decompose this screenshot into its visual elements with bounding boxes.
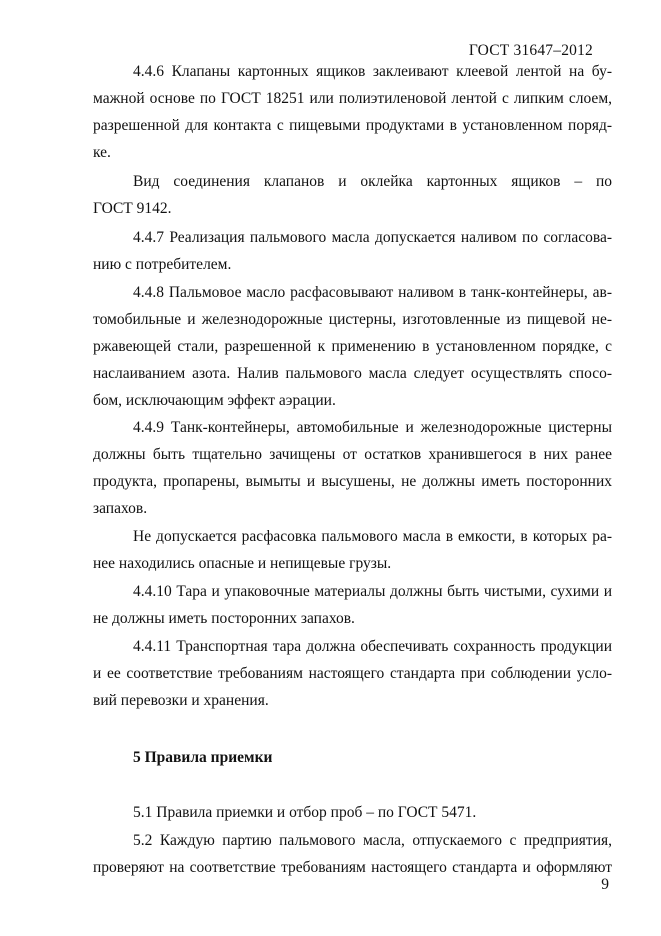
text-line: 4.4.8 Пальмовое масло расфасовывают наливом в танк-контейнеры, ав-	[133, 284, 612, 301]
text-line: должны быть тщательно зачищены от остатков хранившегося в них ранее	[93, 446, 612, 463]
text-line: 4.4.9 Танк-контейнеры, автомобильные и железнодорожные цистерны	[133, 419, 612, 436]
text-line: вий перевозки и хранения.	[93, 692, 269, 709]
text-line: и ее соответствие требованиям настоящего стандарта при соблюдении усло-	[93, 665, 612, 682]
text-line: нее находились опасные и непищевые грузы.	[93, 555, 392, 572]
text-line: 4.4.7 Реализация пальмового масла допускается наливом по согласова-	[133, 229, 612, 246]
section-heading: 5 Правила приемки	[133, 749, 273, 766]
text-line: томобильные и железнодорожные цистерны, изготовленные из пищевой не-	[93, 311, 612, 328]
text-line: наслаиванием азота. Налив пальмового масла следует осуществлять спосо-	[93, 365, 612, 382]
text-line: ржавеющей стали, разрешенной к применению в установленном порядке, с	[93, 338, 612, 355]
text-line: бом, исключающим эффект аэрации.	[93, 392, 336, 409]
text-line: 5.1 Правила приемки и отбор проб – по ГОСТ 5471.	[133, 804, 477, 821]
text-line: разрешенной для контакта с пищевыми продуктами в установленном поряд-	[93, 117, 612, 134]
document-header: ГОСТ 31647–2012	[468, 42, 593, 59]
text-line: 4.4.6 Клапаны картонных ящиков заклеивают клеевой лентой на бу-	[133, 63, 612, 80]
text-line: мажной основе по ГОСТ 18251 или полиэтиленовой лентой с липким слоем,	[93, 90, 612, 107]
text-line: 4.4.10 Тара и упаковочные материалы должны быть чистыми, сухими и	[133, 583, 612, 600]
text-line: ке.	[93, 144, 111, 161]
text-line: продукта, пропарены, вымыты и высушены, не должны иметь посторонних	[93, 473, 612, 490]
text-line: проверяют на соответствие требованиям настоящего стандарта и оформляют	[93, 859, 612, 876]
text-line: запахов.	[93, 500, 148, 517]
text-line: Вид соединения клапанов и оклейка картонных ящиков – по	[133, 173, 612, 190]
text-line: ГОСТ 9142.	[93, 200, 172, 217]
text-line: 5.2 Каждую партию пальмового масла, отпускаемого с предприятия,	[133, 832, 612, 849]
page-number: 9	[601, 876, 609, 893]
text-line: не должны иметь посторонних запахов.	[93, 610, 355, 627]
text-line: нию с потребителем.	[93, 256, 232, 273]
text-line: Не допускается расфасовка пальмового масла в емкости, в которых ра-	[133, 528, 612, 545]
text-line: 4.4.11 Транспортная тара должна обеспечивать сохранность продукции	[133, 638, 612, 655]
